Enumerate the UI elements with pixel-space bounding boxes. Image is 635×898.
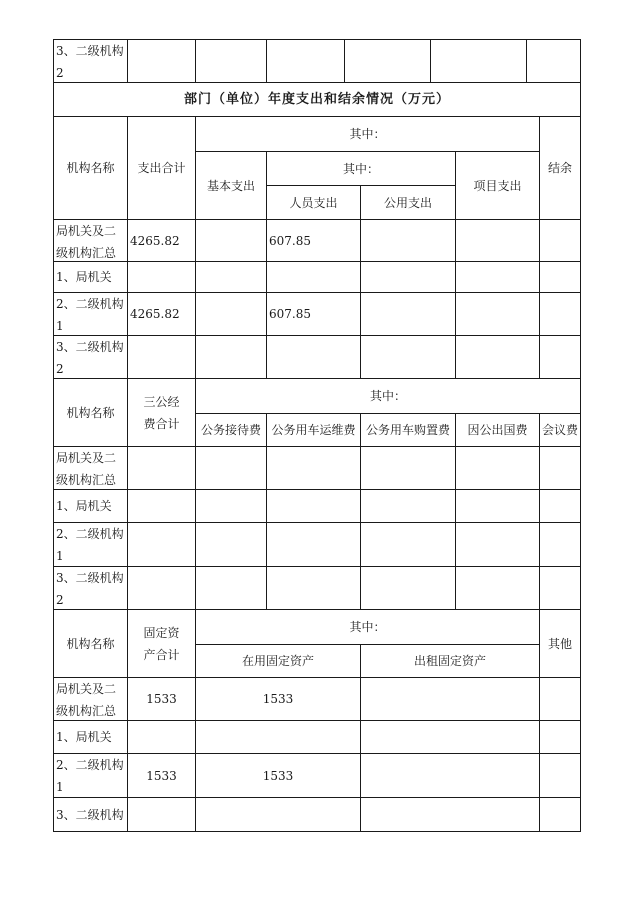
cell-in-use-assets	[195, 720, 361, 754]
header-org-name: 机构名称	[53, 609, 128, 678]
table-cell	[360, 677, 540, 721]
cell-basic	[195, 261, 267, 293]
cell-project	[455, 335, 540, 379]
table-cell	[360, 720, 540, 754]
table-cell	[195, 566, 267, 610]
header-org-name: 机构名称	[53, 378, 128, 447]
row-label: 局机关及二级机构汇总	[53, 446, 128, 490]
table-cell	[266, 39, 345, 83]
cell-in-use-assets: 1533	[195, 677, 361, 721]
row-label: 3、二级机构2	[53, 566, 128, 610]
table-cell	[539, 522, 581, 567]
header-org-name: 机构名称	[53, 116, 128, 220]
cell-personnel	[266, 335, 361, 379]
cell-total: 4265.82	[127, 292, 196, 336]
cell-public	[360, 219, 456, 262]
cell-fixed-assets-total	[127, 797, 196, 832]
table-cell	[455, 566, 540, 610]
cell-public	[360, 335, 456, 379]
table-cell	[195, 489, 267, 523]
table-cell	[539, 720, 581, 754]
table-cell	[526, 39, 581, 83]
table-cell	[266, 566, 361, 610]
row-label: 3、二级机构	[53, 797, 128, 832]
cell-fixed-assets-total	[127, 720, 196, 754]
table-cell	[127, 446, 196, 490]
table-cell	[266, 489, 361, 523]
table-cell	[344, 39, 431, 83]
table-cell	[127, 489, 196, 523]
expenditure-title: 部门（单位）年度支出和结余情况（万元）	[53, 82, 581, 117]
cell-project	[455, 219, 540, 262]
row-label: 1、局机关	[53, 261, 128, 293]
table-cell	[455, 489, 540, 523]
table-cell	[360, 566, 456, 610]
header-other: 其他	[539, 609, 581, 678]
table-cell	[539, 446, 581, 490]
cell-personnel	[266, 261, 361, 293]
cell-surplus	[539, 292, 581, 336]
cell-surplus	[539, 335, 581, 379]
header-in-use-assets: 在用固定资产	[195, 644, 361, 678]
table-cell	[360, 753, 540, 798]
table-cell	[360, 489, 456, 523]
table-cell	[455, 522, 540, 567]
table-cell	[127, 522, 196, 567]
cell-in-use-assets: 1533	[195, 753, 361, 798]
header-surplus: 结余	[539, 116, 581, 220]
header-leased-assets: 出租固定资产	[360, 644, 540, 678]
header-reception-fee: 公务接待费	[195, 413, 267, 447]
header-basic-expenditure: 基本支出	[195, 151, 267, 220]
header-overseas-fee: 因公出国费	[455, 413, 540, 447]
header-fixed-assets-total: 固定资产合计	[127, 609, 196, 678]
row-label: 局机关及二级机构汇总	[53, 219, 128, 262]
cell-surplus	[539, 261, 581, 293]
table-cell	[539, 753, 581, 798]
header-personnel-expenditure: 人员支出	[266, 185, 361, 220]
row-label-top-partial: 3、二级机构2	[53, 39, 128, 83]
cell-total	[127, 261, 196, 293]
header-three-public-total: 三公经费合计	[127, 378, 196, 447]
table-cell	[266, 522, 361, 567]
row-label: 2、二级机构1	[53, 292, 128, 336]
cell-total: 4265.82	[127, 219, 196, 262]
table-cell	[195, 522, 267, 567]
table-cell	[360, 522, 456, 567]
table-cell	[360, 446, 456, 490]
header-of-which: 其中：	[195, 116, 540, 152]
table-cell	[195, 446, 267, 490]
cell-fixed-assets-total: 1533	[127, 753, 196, 798]
cell-basic	[195, 219, 267, 262]
cell-personnel: 607.85	[266, 219, 361, 262]
header-meeting-fee: 会议费	[539, 413, 581, 447]
header-of-which: 其中：	[195, 378, 581, 414]
cell-project	[455, 261, 540, 293]
row-label: 3、二级机构2	[53, 335, 128, 379]
header-vehicle-ops-fee: 公务用车运维费	[266, 413, 361, 447]
row-label: 1、局机关	[53, 720, 128, 754]
table-cell	[360, 797, 540, 832]
table-cell	[266, 446, 361, 490]
cell-public	[360, 261, 456, 293]
row-label: 2、二级机构1	[53, 522, 128, 567]
row-label: 局机关及二级机构汇总	[53, 677, 128, 721]
header-public-expenditure: 公用支出	[360, 185, 456, 220]
table-cell	[539, 566, 581, 610]
table-cell	[539, 797, 581, 832]
header-of-which: 其中：	[195, 609, 540, 645]
header-total-expenditure: 支出合计	[127, 116, 196, 220]
table-cell	[127, 39, 196, 83]
header-project-expenditure: 项目支出	[455, 151, 540, 220]
table-cell	[539, 489, 581, 523]
header-of-which-sub: 其中：	[266, 151, 456, 186]
table-cell	[455, 446, 540, 490]
header-vehicle-purchase-fee: 公务用车购置费	[360, 413, 456, 447]
row-label: 2、二级机构1	[53, 753, 128, 798]
cell-total	[127, 335, 196, 379]
cell-fixed-assets-total: 1533	[127, 677, 196, 721]
cell-project	[455, 292, 540, 336]
cell-basic	[195, 292, 267, 336]
cell-personnel: 607.85	[266, 292, 361, 336]
table-cell	[195, 39, 267, 83]
cell-in-use-assets	[195, 797, 361, 832]
table-cell	[539, 677, 581, 721]
table-cell	[127, 566, 196, 610]
cell-public	[360, 292, 456, 336]
cell-surplus	[539, 219, 581, 262]
table-cell	[430, 39, 527, 83]
cell-basic	[195, 335, 267, 379]
row-label: 1、局机关	[53, 489, 128, 523]
